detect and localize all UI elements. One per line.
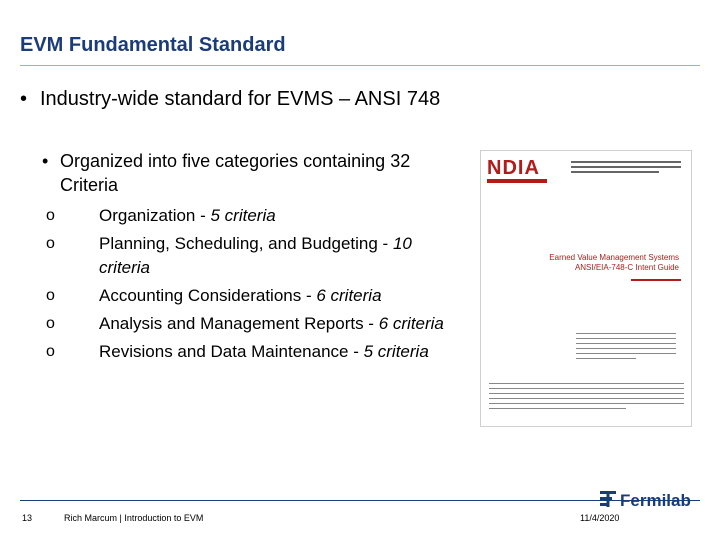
list-item <box>46 284 466 308</box>
category-criteria: 6 criteria <box>378 314 444 333</box>
intent-guide-cover-image <box>480 150 692 427</box>
sub-bullet-text: Organized into five categories containing 32 Criteria <box>60 151 411 195</box>
sub-bullet <box>42 149 472 197</box>
category-name: Planning, Scheduling, and Budgeting - <box>99 234 393 253</box>
category-criteria: 5 criteria <box>210 206 276 225</box>
logo-underline <box>487 179 547 183</box>
circle-bullet-icon: o <box>46 315 55 332</box>
category-criteria: 10 criteria <box>99 234 412 277</box>
category-name: Revisions and Data Maintenance - <box>99 342 364 361</box>
footer-note-lines <box>489 383 684 413</box>
fermilab-wordmark: Fermilab <box>620 491 691 510</box>
org-name-lines <box>571 161 681 176</box>
category-name: Accounting Considerations - <box>99 286 317 305</box>
bullet-icon: • <box>20 88 28 110</box>
list-item <box>46 312 466 336</box>
circle-bullet-icon: o <box>46 235 55 252</box>
footer-author: Rich Marcum | Introduction to EVM <box>64 513 204 523</box>
address-lines <box>576 333 676 363</box>
category-criteria: 5 criteria <box>363 342 429 361</box>
category-criteria: 6 criteria <box>316 286 382 305</box>
circle-bullet-icon: o <box>46 287 55 304</box>
main-bullet <box>20 86 460 113</box>
list-item <box>46 204 466 228</box>
category-name: Analysis and Management Reports - <box>99 314 379 333</box>
list-item <box>46 232 466 280</box>
fermilab-logo <box>598 489 691 511</box>
document-date-line <box>631 279 681 281</box>
bullet-icon: • <box>42 151 49 171</box>
circle-bullet-icon: o <box>46 207 55 224</box>
category-list <box>46 204 466 368</box>
title-divider <box>20 65 700 66</box>
slide-number: 13 <box>22 513 33 523</box>
document-headline: Earned Value Management Systems ANSI/EIA-748-C Intent Guide <box>549 253 679 272</box>
fermilab-mark-icon <box>598 489 618 509</box>
circle-bullet-icon: o <box>46 343 55 360</box>
ndia-logo: NDIA <box>487 157 540 179</box>
footer-date: 11/4/2020 <box>580 513 620 523</box>
main-bullet-text: Industry-wide standard for EVMS – ANSI 748 <box>40 88 441 110</box>
list-item <box>46 340 466 364</box>
category-name: Organization - <box>99 206 211 225</box>
slide-title: EVM Fundamental Standard <box>20 34 286 56</box>
